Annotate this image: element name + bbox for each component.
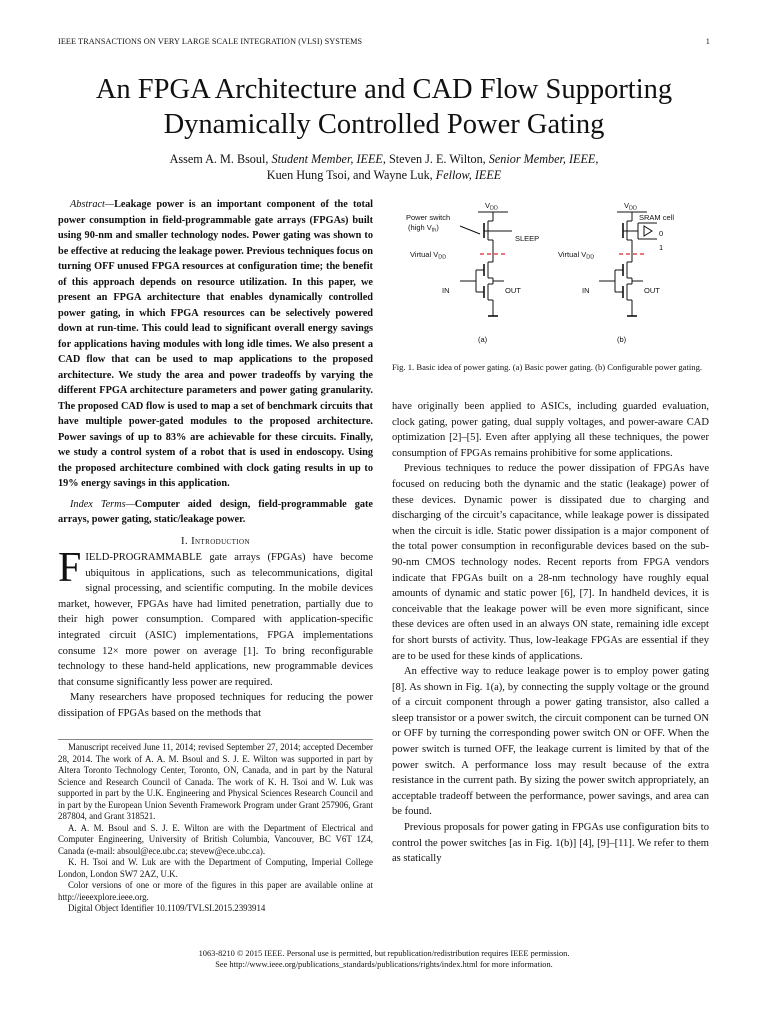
out-label-a: OUT [505, 286, 521, 295]
page-number: 1 [705, 37, 710, 46]
author-3-4: Kuen Hung Tsoi, and Wayne Luk, [266, 168, 436, 182]
author-1-role: Student Member, IEEE [271, 152, 383, 166]
abstract [58, 197, 373, 492]
sram-bit-1: 1 [659, 243, 664, 252]
out-label-b: OUT [644, 286, 660, 295]
intro-paragraph-1 [58, 545, 373, 690]
author-1: Assem A. M. Bsoul, [169, 152, 272, 166]
power-switch-label: Power switch [406, 213, 451, 222]
intro-paragraph-2-cont: have originally been applied to ASICs, including guarded evaluation, clock gating, power gating, dual supply voltages, and power-aware CAD optimization [2]–[5]. Even after applying all these techniques, the power consumption of FPGAs remains prohibitive for some applications. [392, 401, 709, 459]
index-terms [58, 497, 373, 528]
running-head [58, 37, 710, 51]
figure-1 [392, 198, 709, 348]
intro-paragraph-5: Previous proposals for power gating in FPGAs use configuration bits to control the power switches [as in Fig. 1(b)] [4], [9]–[11]. We refer to them as statically [392, 822, 709, 865]
author-2-role: Senior Member, IEEE [488, 152, 596, 166]
author-line-1 [40, 151, 728, 167]
footnotes [58, 739, 373, 915]
in-label-b: IN [582, 286, 590, 295]
intro-paragraph-4: An effective way to reduce leakage power is to employ power gating [8]. As shown in Fig. 1(a), by connecting the supply voltage or the ground of a circuit component through a power gating transistor, also called a sleep transistor or a power switch, the circuit component can be turned ON or OFF by turning the corresponding power switch ON or OFF. When the power switch is turned OFF, the leakage current is limited by that of the power switch. A performance loss may result because of the extra resistance in the current path. By sizing the power switch appropriately, an acceptable tradeoff between the performance, power savings, and area can be found. [392, 666, 709, 818]
journal-name: IEEE TRANSACTIONS ON VERY LARGE SCALE INTEGRATION (VLSI) SYSTEMS [58, 37, 363, 46]
figure-caption: Fig. 1. Basic idea of power gating. (a) Basic power gating. (b) Configurable power gating. [392, 362, 703, 372]
abstract-text: Leakage power is an important component of the total power consumption in field-programmable gate arrays (FPGAs) built using 90-nm and smaller technology nodes. Power gating was shown to be effective at reducing the leakage power. Previous techniques focus on turning OFF unused FPGA resources at configuration time; the benefit of this approach depends on resource utilization. In this paper, we present an FPGA architecture that enables dynamically controlled power gating, in which FPGA resources can be selectively powered down at run-time. This could lead to significant overall energy savings for applications having modules with long idle times. We also present a CAD flow that can be used to map applications to the proposed architecture. We study the area and power tradeoffs by varying the different FPGA architecture parameters and power gating granularity. The proposed CAD flow is used to map a set of benchmark circuits that have multiple power-gated modules to the proposed architecture. Power savings of up to 83% are achievable for these circuits. Finally, we study a control system of a robot that is used in endoscopy. Using the proposed architecture combined with clock gating results in up to 19% energy savings in this application. [58, 199, 373, 489]
section-title: Introduction [191, 535, 250, 547]
index-terms-text: Computer aided design, field-programmable gate arrays, power gating, static/leakage power. [58, 498, 373, 525]
intro-paragraph-3: Previous techniques to reduce the power dissipation of FPGAs have focused on reducing both the dynamic and the static (leakage) power of these devices. Dynamic power is dissipated due to charging and discharging of the circuit’s capacitance, while leakage power is dissipated when the circuit is idle. Static power dissipation is a major component of the total power consumption in reconfigurable devices based on the sub-90-nm CMOS technology nodes. Recent reports from FPGA vendors indicate that FPGAs built on a 28-nm technology have roughly equal amounts of dynamic and static power [6], [7]. In handheld devices, it is conceivable that the leakage power will be even more significant, since these devices are often used in an always ON state, remaining idle except for short bursts of activity. Thus, low-leakage FPGAs are essential if they are to be used for these kinds of applications. [392, 463, 709, 662]
copyright-notice [40, 948, 728, 970]
author-line-2 [40, 167, 728, 183]
figure-label-a: (a) [478, 335, 488, 344]
footnote-color: Color versions of one or more of the figures in this paper are available online at http://ieeexplore.ieee.org. [58, 880, 373, 902]
left-column [58, 197, 373, 722]
intro-first-word: IELD-PROGRAMMABLE [85, 552, 202, 564]
author-4-role: Fellow, IEEE [435, 168, 502, 182]
footnote-affiliation-1: A. A. M. Bsoul and S. J. E. Wilton are with the Department of Electrical and Computer Engineering, University of British Columbia, Vancouver, BC V6T 1Z4, Canada (e-mail: absoul@ece.ubc.ca; stevew@ece.ubc.ca). [58, 822, 373, 856]
right-column [392, 399, 709, 867]
figure-label-b: (b) [617, 335, 627, 344]
author-sep: , [595, 152, 599, 166]
index-terms-label: Index Terms— [70, 498, 135, 510]
title-line-1: An FPGA Architecture and CAD Flow Supporting [95, 74, 673, 105]
drop-cap: F [58, 545, 82, 592]
intro-paragraph-2: Many researchers have proposed techniques for reducing the power dissipation of FPGAs based on the methods that [58, 692, 373, 720]
paper-title [40, 72, 728, 142]
copyright-line-1: 1063-8210 © 2015 IEEE. Personal use is permitted, but republication/redistribution requires IEEE permission. [198, 949, 570, 958]
title-line-2: Dynamically Controlled Power Gating [163, 109, 605, 140]
section-heading [58, 534, 373, 550]
in-label-a: IN [442, 286, 450, 295]
intro-p1-text: gate arrays (FPGAs) have become ubiquitous in applications, such as telecommunications, digital signal processing, and scientific computing. In the mobile devices market, however, FPGAs have had limited penetration, partially due to their high power consumption. Compared with application-specific integrated circuit (ASIC) implementations, FPGA implementations consume 12× more power on average [1]. To bring reconfigurable technology to these hand-held applications, new programmable devices that consume significantly less power are required. [58, 552, 373, 688]
power-gating-diagram [392, 198, 709, 348]
sram-bit-0: 0 [659, 229, 664, 238]
virtual-vdd-label-b: Virtual $V_{DD}$ [558, 250, 595, 261]
footnote-doi: Digital Object Identifier 10.1109/TVLSI.2015.2393914 [68, 903, 266, 913]
author-list [40, 151, 728, 183]
abstract-label: Abstract— [70, 199, 115, 210]
footnote-manuscript: Manuscript received June 11, 2014; revised September 27, 2014; accepted December 28, 2014. The work of A. A. M. Bsoul and S. J. E. Wilton was supported in part by Altera Toronto Technology Center, Toronto, ON, Canada, and in part by the Natural Science and Research Council of Canada. The work of K. H. Tsoi and W. Luk was supported in part by the U.K. Engineering and Physical Sciences Research Council and in part by the European Union Seventh Framework Program under Grant 257906, Grant 287804, and Grant 318521. [58, 742, 373, 821]
author-2: , Steven J. E. Wilton, [382, 152, 489, 166]
sram-cell-label: SRAM cell [639, 213, 675, 222]
high-vth-label: (high $V_{th}$) [408, 223, 439, 234]
footnote-affiliation-2: K. H. Tsoi and W. Luk are with the Department of Computing, Imperial College London, London SW7 2AZ, U.K. [58, 857, 373, 879]
sleep-label: SLEEP [515, 234, 540, 243]
section-number: I. [181, 535, 192, 547]
vdd-label-a: $V_{DD}$ [485, 201, 498, 212]
virtual-vdd-label-a: Virtual $V_{DD}$ [410, 250, 447, 261]
vdd-label-b: $V_{DD}$ [624, 201, 637, 212]
copyright-line-2: See http://www.ieee.org/publications_standards/publications/rights/index.html for more information. [215, 960, 553, 969]
